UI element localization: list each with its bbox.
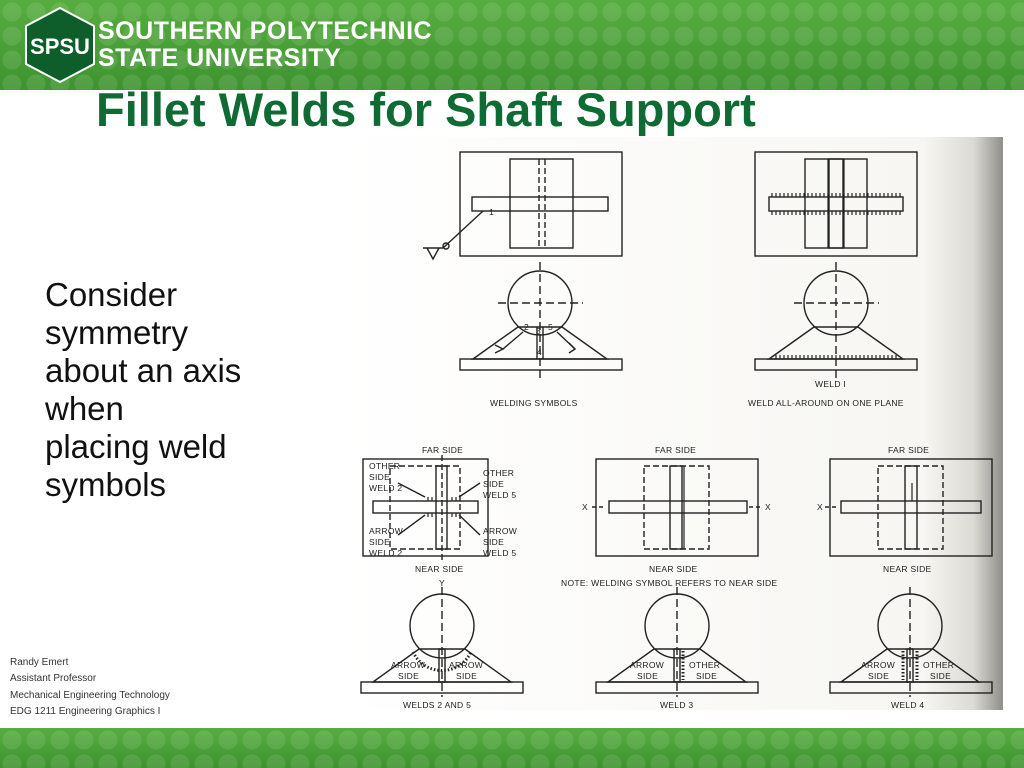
label-other-side-2-l1: OTHER [923,660,955,670]
label-arrow-side-2-l1: ARROW [449,660,484,670]
label-arrow-side-weld5-l1: ARROW [483,526,518,536]
university-name-line2: STATE UNIVERSITY [98,44,342,72]
label-other-side-weld2-l2: SIDE [369,472,391,482]
callout-5: 5 [548,322,554,332]
label-other-side-weld5-l3: WELD 5 [483,490,517,500]
label-arrow-side-1-l2: SIDE [398,671,420,681]
label-axis-y: Y [439,578,445,588]
label-other-side-1-l2: SIDE [696,671,718,681]
label-arrow-side-weld2-l1: ARROW [369,526,404,536]
author-department: Mechanical Engineering Technology [10,689,170,701]
course-name: EDG 1211 Engineering Graphics I [10,705,161,717]
label-axis-x-1: X [582,502,588,512]
label-arrow-side-4-l1: ARROW [861,660,896,670]
label-weld-1: WELD I [815,379,847,389]
label-note: NOTE: WELDING SYMBOL REFERS TO NEAR SIDE [561,578,778,588]
label-other-side-weld5-l2: SIDE [483,479,505,489]
label-weld-3: WELD 3 [660,700,694,710]
label-arrow-side-3-l1: ARROW [630,660,665,670]
weld-figure-scan [343,137,1003,710]
label-arrow-side-4-l2: SIDE [868,671,890,681]
label-arrow-side-weld5-l2: SIDE [483,537,505,547]
label-other-side-1-l1: OTHER [689,660,721,670]
label-near-side-2: NEAR SIDE [649,564,698,574]
label-far-side-2: FAR SIDE [655,445,697,455]
body-line: symmetry [45,314,188,351]
label-other-side-weld5-l1: OTHER [483,468,515,478]
label-welds-2-and-5: WELDS 2 AND 5 [403,700,472,710]
label-near-side-1: NEAR SIDE [415,564,464,574]
label-near-side-3: NEAR SIDE [883,564,932,574]
spsu-logo [22,6,98,84]
university-name-line1: SOUTHERN POLYTECHNIC [98,17,433,45]
body-line: about an axis [45,352,242,389]
slide-title: Fillet Welds for Shaft Support [96,83,756,136]
label-other-side-weld2-l3: WELD 2 [369,483,403,493]
body-line: placing weld [45,428,227,465]
header-banner [0,0,1024,90]
label-far-side-3: FAR SIDE [888,445,930,455]
label-axis-x-2: X [765,502,771,512]
author-credits [10,655,170,720]
label-other-side-2-l2: SIDE [930,671,952,681]
logo-text: SPSU [30,34,90,59]
callout-2: 2 [524,322,530,332]
label-arrow-side-weld2-l2: SIDE [369,537,391,547]
label-arrow-side-1-l1: ARROW [391,660,426,670]
body-line: symbols [45,466,167,503]
callout-4: 4 [537,347,543,357]
label-far-side-1: FAR SIDE [422,445,464,455]
callout-1: 1 [489,207,495,217]
footer-bar [0,728,1024,768]
label-arrow-side-weld2-l3: WELD 2 [369,548,403,558]
body-line: when [45,390,124,427]
label-arrow-side-3-l2: SIDE [637,671,659,681]
label-weld-4: WELD 4 [891,700,925,710]
label-welding-symbols: WELDING SYMBOLS [490,398,578,408]
label-weld-all-around: WELD ALL-AROUND ON ONE PLANE [748,398,904,408]
author-name: Randy Emert [10,657,69,668]
label-arrow-side-weld5-l3: WELD 5 [483,548,517,558]
author-role: Assistant Professor [10,673,97,685]
label-arrow-side-2-l2: SIDE [456,671,478,681]
slide-body-text [45,276,335,504]
label-axis-x-3: X [817,502,823,512]
body-line: Consider [45,276,178,313]
callout-3: 3 [536,326,542,336]
label-other-side-weld2-l1: OTHER [369,461,401,471]
